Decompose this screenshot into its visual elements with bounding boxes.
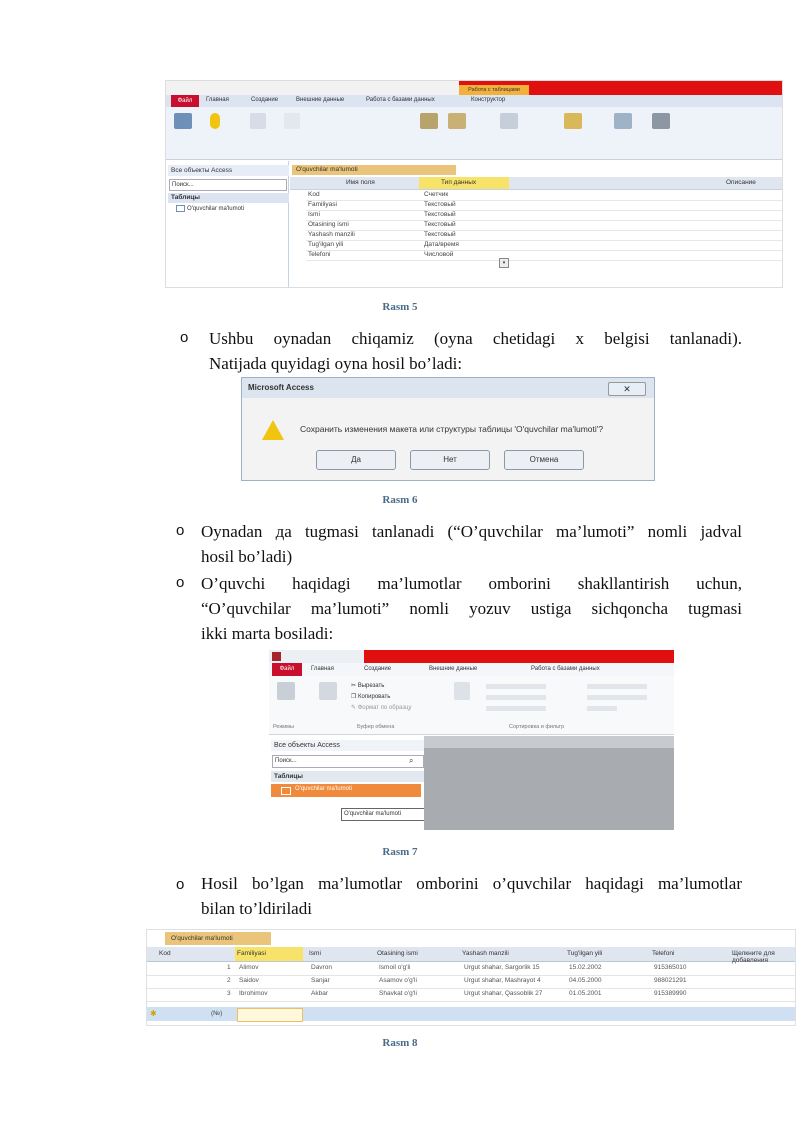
column-header[interactable]: Telefoni	[652, 950, 675, 957]
paragraph-line: bilan to’ldiriladi	[201, 899, 312, 918]
design-row[interactable]	[306, 211, 782, 221]
workspace-header	[424, 736, 674, 748]
table-cell[interactable]: Urgut shahar, Qassoblik 27	[464, 990, 543, 997]
table-cell[interactable]: Shavkat o'g'li	[379, 990, 417, 997]
paragraph-line: Oynadan да tugmasi tanlanadi (“O’quvchilar ma’lumoti” nomli jadval	[201, 522, 742, 541]
nav-item-table-selected[interactable]	[271, 784, 421, 797]
caption-figure-6: Rasm 6	[382, 494, 418, 506]
field-name-cell[interactable]: Otasining ismi	[308, 221, 349, 228]
design-row[interactable]	[306, 201, 782, 211]
advanced-icon[interactable]	[587, 695, 647, 700]
relationships-icon[interactable]	[564, 113, 582, 129]
key-icon[interactable]	[210, 113, 220, 129]
close-icon[interactable]: ✕	[608, 382, 646, 396]
indexes-icon[interactable]	[448, 113, 466, 129]
sort-descending-icon[interactable]	[486, 695, 546, 700]
ribbon	[269, 676, 674, 735]
paragraph-1	[209, 326, 742, 376]
search-icon[interactable]: ⌕	[409, 756, 414, 765]
figure-access-table-design	[165, 80, 783, 288]
copy-item[interactable]: ❐ Копировать	[351, 694, 391, 700]
filter-icon[interactable]	[454, 682, 470, 700]
dialog-message: Сохранить изменения макета или структуры таблицы 'O'quvchilar ma'lumoti'?	[300, 424, 604, 434]
nav-item-label: O'quvchilar ma'lumoti	[295, 786, 352, 792]
table-cell[interactable]: Sanjar	[311, 977, 330, 984]
column-header[interactable]: Familiyasi	[237, 950, 266, 957]
figure-access-navigation	[269, 650, 674, 830]
paragraph-line: ikki marta bosiladi:	[201, 624, 334, 643]
field-name-cell[interactable]: Telefoni	[308, 251, 331, 258]
rename-macro-icon[interactable]	[614, 113, 632, 129]
column-header[interactable]: Tug'ilgan yili	[567, 950, 603, 957]
tab-design[interactable]: Конструктор	[471, 97, 506, 103]
sort-ascending-icon[interactable]	[486, 684, 546, 689]
copy-label: Копировать	[358, 694, 391, 700]
data-type-cell[interactable]: Текстовый	[424, 211, 456, 218]
table-cell[interactable]: 3	[227, 990, 231, 997]
context-title-bar	[364, 650, 674, 663]
design-row[interactable]	[306, 241, 782, 251]
tooltip: O'quvchilar ma'lumoti	[341, 808, 427, 821]
field-name-cell[interactable]: Ismi	[308, 211, 320, 218]
nav-item-table[interactable]	[176, 205, 244, 212]
no-button[interactable]: Нет	[410, 450, 490, 470]
table-cell[interactable]: 988021291	[654, 977, 687, 984]
paragraph-line: Natijada quyidagi oyna hosil bo’ladi:	[209, 354, 463, 373]
table-cell[interactable]: 04.05.2000	[569, 977, 602, 984]
caption-figure-5: Rasm 5	[382, 301, 418, 313]
table-cell[interactable]: Ismoil o'g'li	[379, 964, 411, 971]
figure-save-dialog	[241, 377, 655, 481]
delete-macro-icon[interactable]	[652, 113, 670, 129]
data-type-cell[interactable]: Текстовый	[424, 231, 456, 238]
cut-label: Вырезать	[357, 683, 385, 689]
cut-item[interactable]: ✂ Вырезать	[351, 683, 385, 689]
title-bar	[269, 650, 364, 663]
ribbon	[166, 107, 782, 160]
bullet: o	[180, 329, 189, 346]
table-cell[interactable]: 915389990	[654, 990, 687, 997]
field-name-cell[interactable]: Familiyasi	[308, 201, 337, 208]
tab-file[interactable]: Файл	[171, 95, 199, 107]
column-header[interactable]: Yashash manzili	[462, 950, 509, 957]
builder-icon[interactable]	[250, 113, 266, 129]
property-sheet-icon[interactable]	[420, 113, 438, 129]
bullet: o	[176, 574, 185, 591]
cancel-button[interactable]: Отмена	[504, 450, 584, 470]
nav-group-tables[interactable]: Таблицы	[168, 193, 289, 203]
table-row[interactable]	[147, 963, 795, 976]
nav-header[interactable]: Все объекты Access	[271, 740, 424, 751]
column-header[interactable]: Щелкните для добавления	[732, 950, 775, 964]
table-cell[interactable]: 15.02.2002	[569, 964, 602, 971]
table-cell[interactable]: Ibrohimov	[239, 990, 268, 997]
format-painter-item[interactable]: ✎ Формат по образцу	[351, 705, 412, 711]
figure-access-datasheet	[146, 929, 796, 1026]
tab-create[interactable]: Создание	[251, 97, 279, 103]
tab-external-data[interactable]: Внешние данные	[429, 666, 478, 672]
caption-figure-7: Rasm 7	[382, 846, 418, 858]
table-icon	[176, 205, 185, 212]
table-cell[interactable]: Urgut shahar, Mashrayot 4	[464, 977, 541, 984]
paragraph-line: Hosil bo’lgan ma’lumotlar omborini o’quvchilar haqidagi ma’lumotlar	[201, 874, 742, 893]
field-name-cell[interactable]: Yashash manzili	[308, 231, 355, 238]
nav-header[interactable]: Все объекты Access	[168, 165, 289, 176]
table-cell[interactable]: Alimov	[239, 964, 259, 971]
toggle-filter-icon[interactable]	[587, 706, 617, 711]
design-row[interactable]	[306, 251, 782, 261]
bullet: o	[176, 876, 185, 893]
remove-sort-icon[interactable]	[486, 706, 546, 711]
column-header[interactable]: Kod	[159, 950, 171, 957]
nav-item-label: O'quvchilar ma'lumoti	[187, 206, 244, 213]
document-tab[interactable]: O'quvchilar ma'lumoti	[165, 932, 271, 945]
table-cell[interactable]: Akbar	[311, 990, 328, 997]
context-tab-label: Работа с таблицами	[459, 85, 529, 95]
yes-button[interactable]: Да	[316, 450, 396, 470]
group-label-sort-filter: Сортировка и фильтр	[509, 724, 565, 730]
new-record-label: (№)	[211, 1010, 223, 1017]
paragraph-line: O’quvchi haqidagi ma’lumotlar omborini shakllantirish uchun,	[201, 574, 742, 593]
table-cell[interactable]: 915365010	[654, 964, 687, 971]
table-cell[interactable]: Saidov	[239, 977, 259, 984]
new-record-cell[interactable]	[237, 1008, 303, 1022]
document-tab[interactable]: O'quvchilar ma'lumoti	[292, 165, 456, 175]
data-macros-icon[interactable]	[500, 113, 518, 129]
paragraph-line: Ushbu oynadan chiqamiz (oyna chetidagi x belgisi tanlanadi).	[209, 329, 742, 348]
tab-file[interactable]: Файл	[272, 663, 302, 676]
table-row[interactable]	[147, 989, 795, 1002]
column-header[interactable]: Ismi	[309, 950, 321, 957]
format-painter-label: Формат по образцу	[357, 705, 412, 711]
design-row[interactable]	[306, 191, 782, 201]
table-cell[interactable]: Davron	[311, 964, 332, 971]
data-type-cell[interactable]: Текстовый	[424, 201, 456, 208]
table-cell[interactable]: 2	[227, 977, 231, 984]
nav-search-input[interactable]: Поиск...	[272, 755, 424, 768]
table-cell[interactable]: 01.05.2001	[569, 990, 602, 997]
data-type-cell[interactable]: Текстовый	[424, 221, 456, 228]
paste-icon[interactable]	[319, 682, 337, 700]
dialog-title: Microsoft Access	[248, 383, 314, 392]
view-icon[interactable]	[277, 682, 295, 700]
data-type-cell[interactable]: Числовой	[424, 251, 454, 258]
tab-external-data[interactable]: Внешние данные	[296, 97, 345, 103]
table-icon	[281, 787, 291, 795]
tab-database-tools[interactable]: Работа с базами данных	[366, 97, 435, 103]
tab-home[interactable]: Главная	[206, 97, 229, 103]
table-cell[interactable]: 1	[227, 964, 231, 971]
paragraph-line: “O’quvchilar ma’lumoti” nomli yozuv ustiga sichqoncha tugmasi	[201, 599, 742, 618]
paragraph-line: hosil bo’ladi)	[201, 547, 293, 566]
selection-icon[interactable]	[587, 684, 647, 689]
paragraph-4	[201, 871, 742, 921]
field-name-cell[interactable]: Kod	[308, 191, 320, 198]
type-dropdown-arrow[interactable]: ▾	[499, 258, 509, 268]
view-icon[interactable]	[174, 113, 192, 129]
design-row[interactable]	[306, 221, 782, 231]
field-name-cell[interactable]: Tug'ilgan yili	[308, 241, 344, 248]
column-header[interactable]: Otasining ismi	[377, 950, 418, 957]
tab-home[interactable]: Главная	[311, 666, 334, 672]
tab-database-tools[interactable]: Работа с базами данных	[531, 666, 600, 672]
data-type-cell[interactable]: Дата/время	[424, 241, 459, 248]
group-label-views: Режимы	[273, 724, 294, 730]
workspace-area	[424, 736, 674, 830]
tab-create[interactable]: Создание	[364, 666, 392, 672]
column-header-description: Описание	[726, 179, 756, 186]
bullet: o	[176, 522, 185, 539]
paragraph-2	[201, 519, 742, 569]
table-cell[interactable]: Asamov o'g'li	[379, 977, 417, 984]
group-label-clipboard: Буфер обмена	[357, 724, 395, 730]
column-header-field: Имя поля	[346, 179, 375, 186]
paragraph-3	[201, 571, 742, 646]
caption-figure-8: Rasm 8	[382, 1037, 418, 1049]
new-record-marker-icon: ✱	[150, 1009, 157, 1018]
warning-icon	[262, 420, 284, 440]
nav-group-tables[interactable]: Таблицы	[271, 771, 424, 782]
table-row[interactable]	[147, 976, 795, 989]
nav-search-input[interactable]: Поиск...	[169, 179, 287, 191]
test-rules-icon[interactable]	[284, 113, 300, 129]
data-type-cell[interactable]: Счетчик	[424, 191, 449, 198]
column-header-type: Тип данных	[441, 179, 477, 186]
table-cell[interactable]: Urgut shahar, Sargorlik 15	[464, 964, 540, 971]
access-logo-icon	[272, 652, 281, 661]
design-row[interactable]	[306, 231, 782, 241]
